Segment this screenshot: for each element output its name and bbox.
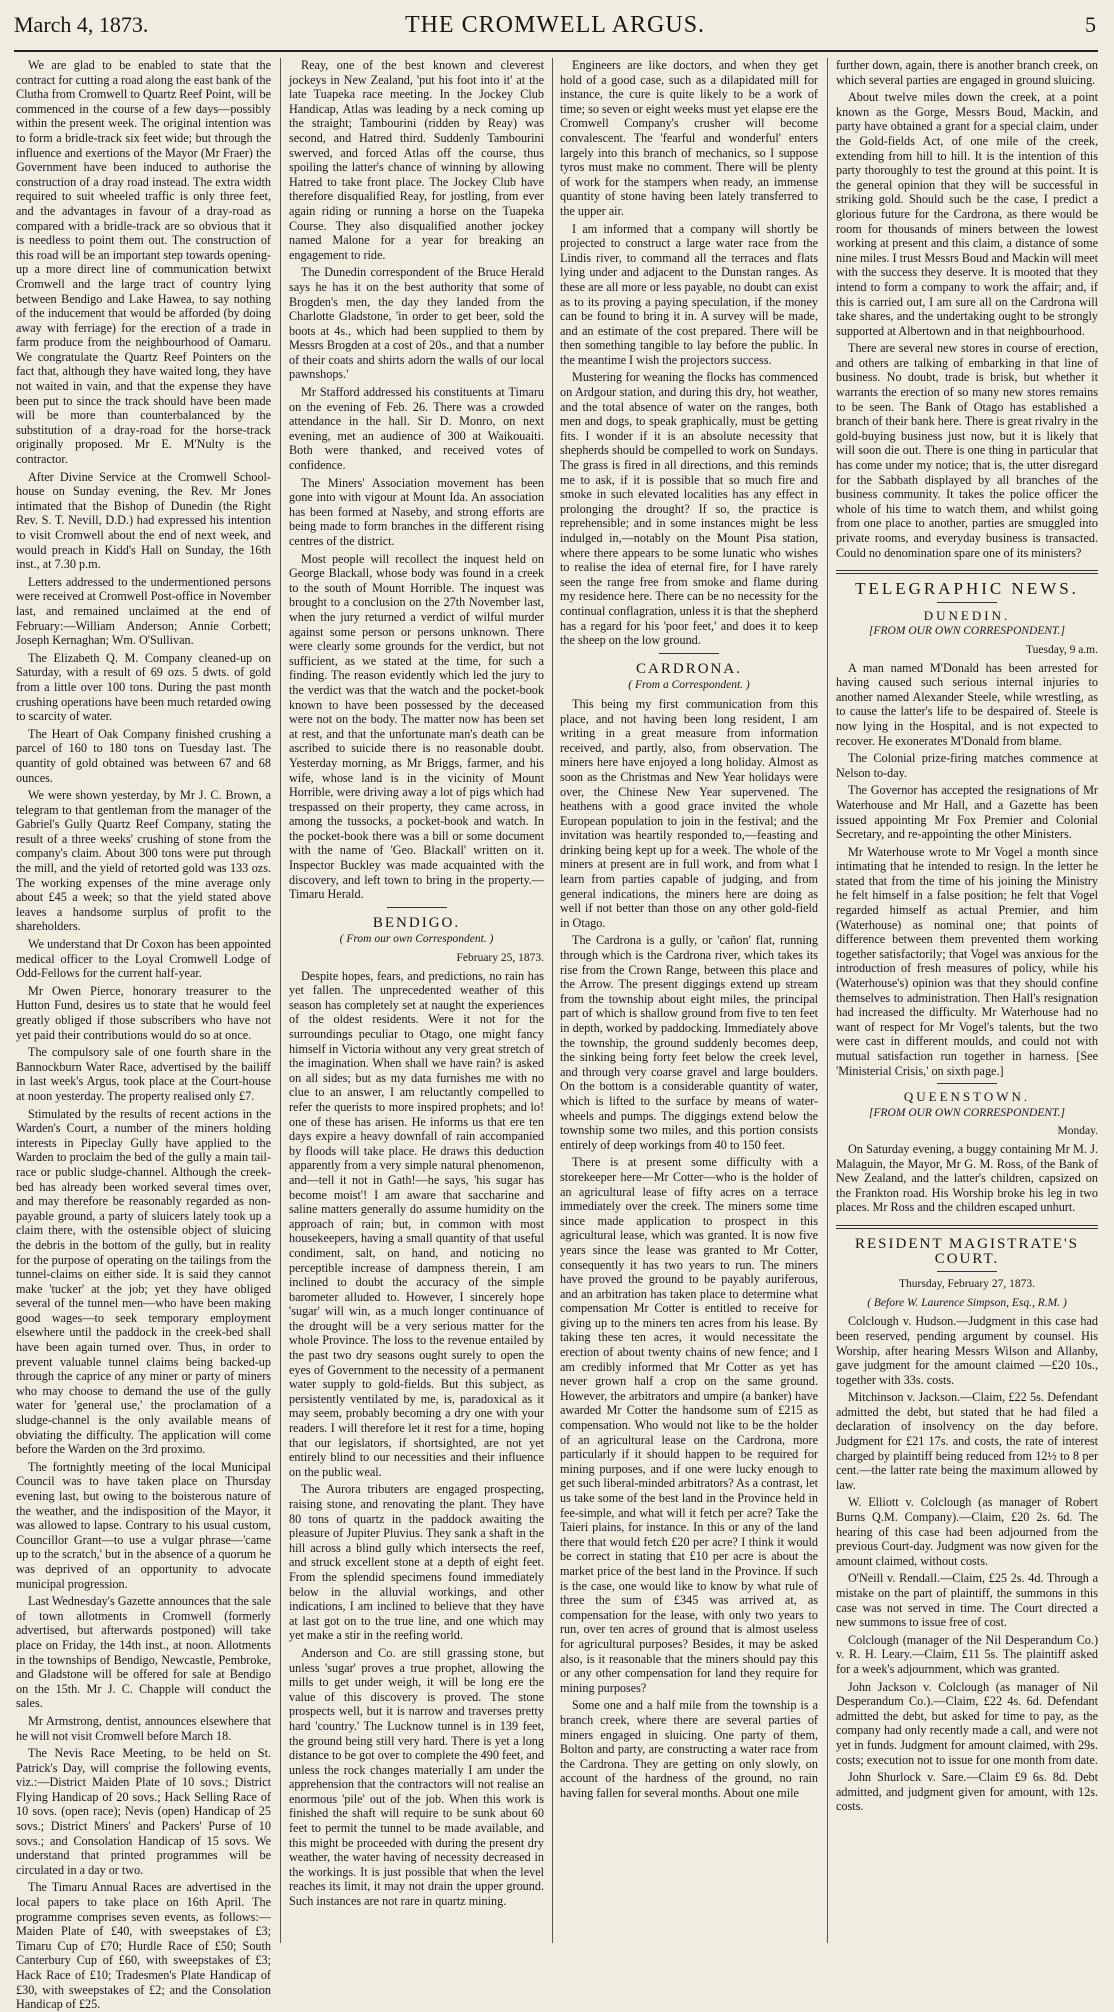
news-paragraph: Engineers are like doctors, and when they get hold of a good case, such as a dilapidated mill for instance, the cure is quite likely to be a work of time; so seven or eight weeks must yet elapse ere the Cromwell Company's crusher will become convalescent. The 'fearful and wonderful' enters largely into this branch of mechanics, so I suppose tyros must make no comment. There will be plenty of work for the stampers when ready, an immense quantity of stone having been lately transferred to the upper air. [560, 58, 818, 218]
newspaper-title: THE CROMWELL ARGUS. [404, 12, 706, 38]
section-divider [836, 1225, 1098, 1229]
section-divider [937, 1083, 997, 1084]
news-paragraph: About twelve miles down the creek, at a point known as the Gorge, Messrs Boud, Mackin, and party have obtained a grant for a special claim, under the Gold-fields Act, of one mile of the creek, extending from hill to hill. It is the intention of this party thoroughly to test the ground at this point. It is the general opinion that they will be successful in striking gold. Should such be the case, I predict a glorious future for the Cardrona, as there would be room for thousands of miners between the lowest working at present and this claim, a distance of some nine miles. I trust Messrs Boud and Mackin will meet with the success they deserve. It is mooted that they intend to form a company to work the affair; and, if this is carried out, I am sure all on the Cardrona will take shares, and the undertaking ought to be strongly supported at Albertown and in that neighbourhood. [836, 90, 1098, 338]
news-paragraph: Mustering for weaning the flocks has commenced on Ardgour station, and during this dry, hot weather, and the total absence of water on the ranges, both men and dogs, to speak graphically, must be getting fits. I wonder if it is an absolute necessity that shepherds should be compelled to work on Sundays. The grass is fired in all directions, and this reminds me to ask, if it is possible that so much fire and smoke in such elevated localities has any effect in prolonging the drought? If so, the practice is reprehensible; and in some instances might be less indulged in,—notably on the Mount Pisa station, where there appears to be some lunatic who wishes to realise the idea of eternal fire, for I have rarely seen the range free from smoke and flame during my residence here. There can be no necessity for the continual conflagration, unless it is that the shepherd has a regard for his 'poor feet,' and does it to keep the sheep on the low ground. [560, 370, 818, 648]
news-paragraph: Some one and a half mile from the township is a branch creek, where there are several parties of miners engaged in sluicing. One party of them, Bolton and party, are constructing a water race from the Cardrona. They are getting on only slowly, on account of the hardness of the ground, no rain having fallen for several months. About one mile [560, 1698, 818, 1800]
news-paragraph: The fortnightly meeting of the local Municipal Council was to have taken place on Thursday evening last, but owing to the boisterous nature of the weather, and the indisposition of the Mayor, it was allowed to lapse. Contrary to his usual custom, Councillor Grant—to use a vulgar phrase—'came up to the scratch,' but in the absence of a quorum he was deprived of an opportunity to advocate municipal progression. [16, 1459, 271, 1591]
news-paragraph: Mr Armstrong, dentist, announces elsewhere that he will not visit Cromwell before March 18. [16, 1713, 271, 1743]
news-paragraph: Most people will recollect the inquest held on George Blackall, whose body was found in a creek to the south of Mount Horrible. The inquest was brought to a conclusion on the 27th November last, when the jury returned a verdict of wilful murder against some person or persons unknown. There were clearly some grounds for the verdict, but not sufficient, as we stated at the time, for such a finding. The reason evidently which led the jury to the verdict was that the watch and the pocket-book known to have been possessed by the deceased were not on the body. The matter now has been set at rest, and that the unfortunate man's death can be ascribed to suicide there is no reasonable doubt. Yesterday morning, as Mr Briggs, farmer, and his wife, whose land is in the vicinity of Mount Horrible, were driving away a lot of pigs which had trespassed on their property, they came across, in among the tussocks, a pocket-book and watch. In the pocket-book there was a bill or some document with the name of 'Geo. Blackall' written on it. Inspector Buckley was made acquainted with the discovery, and left town to bring in the property.—Timaru Herald. [289, 551, 544, 902]
news-paragraph: Reay, one of the best known and cleverest jockeys in New Zealand, 'put his foot into it' at the late Tuapeka race meeting. In the Jockey Club Handicap, Atlas was leading by a neck coming up the straight; Tambourini (ridden by Reay) was second, and Hatred third. Suddenly Tambourini swerved, and forced Atlas off the course, thus spoiling the latter's chance of winning by allowing Hatred to take front place. The Jockey Club have therefore disqualified Reay, for jostling, from ever again riding or running a horse on the Tuapeka Course. They also disqualified another jockey named Malone for a year for breaking an engagement to ride. [289, 58, 544, 262]
section-divider [937, 602, 997, 603]
news-paragraph: The Governor has accepted the resignations of Mr Waterhouse and Mr Hall, and a Gazette has been issued appointing Mr Fox Premier and Colonial Secretary, and re-appointing the other Ministers. [836, 783, 1098, 842]
news-paragraph: Letters addressed to the undermentioned persons were received at Cromwell Post-office in November last, and remained unclaimed at the end of February:—William Anderson; Annie Corbett; Joseph Kernaghan; Wm. O'Sullivan. [16, 574, 271, 648]
issue-date: March 4, 1873. [14, 12, 149, 37]
section-divider [387, 907, 447, 908]
news-paragraph: This being my first communication from this place, and not having been long resident, I am writing in a great measure from information received, and partly, also, from observation. The miners here have enjoyed a long holiday. Almost as soon as the Christmas and New Year holidays were over, the Chinese New Year supervened. The heathens with a good grace invited the whole European population to join in the festival; and the invitation was heartily responded to,—feasting and drinking being kept up for a week. The whole of the miners at present are in full work, and from what I learn from parties capable of judging, and from general indications, the miners here are doing as well if not better than those on any other gold-field in Otago. [560, 696, 818, 930]
news-paragraph: The Cardrona is a gully, or 'cañon' flat, running through which is the Cardrona river, which takes its rise from the Crown Range, between this place and the Arrow. The present diggings extend up stream from the township about eight miles, the principal part of which is shallow ground from five to ten feet in depth, worked by paddocking. Immediately above the township, the ground suddenly becomes deep, the sinking being forty feet below the creek level, and through very coarse gravel and large boulders. On the bottom is a considerable quantity of water, which is lifted to the surface by means of water-wheels and pumps. The diggings extend below the township some two miles, and this portion consists entirely of deep workings from 40 to 150 feet. [560, 933, 818, 1152]
section-byline: [FROM OUR OWN CORRESPONDENT.] [869, 1106, 1065, 1119]
news-paragraph: Last Wednesday's Gazette announces that the sale of town allotments in Cromwell (formerly advertised, but afterwards postponed) will take place on Friday, the 14th inst., at noon. Allotments in the townships of Bendigo, Newcastle, Pembroke, and Gladstone will be offered for sale at Bendigo on the 15th. Mr J. C. Chapple will conduct the sales. [16, 1594, 271, 1711]
news-paragraph: further down, again, there is another branch creek, on which several parties are engaged in ground sluicing. [836, 58, 1098, 87]
court-case: W. Elliott v. Colclough (as manager of Robert Burns Q.M. Company).—Claim, £20 2s. 6d. The hearing of this case had been adjourned from the previous Court-day. Judgment was now given for the amount claimed, without costs. [836, 1495, 1098, 1568]
column-2 [289, 58, 544, 1943]
court-case: John Shurlock v. Sare.—Claim £9 6s. 8d. Debt admitted, and judgment given for amount, with 12s. costs. [836, 1770, 1098, 1814]
page-header [14, 8, 1096, 48]
news-paragraph: There is at present some difficulty with a storekeeper here—Mr Cotter—who is the holder of an agricultural lease of fifty acres on a terrace immediately over the creek. The miners some time since made application to prospect in this agricultural lease, which was granted. It is now five years since the lease was granted to Mr Cotter, consequently it has two years to run. The miners have proved the ground to be payably auriferous, and an arbitration has taken place to determine what compensation Mr Cotter is entitled to receive for giving up to the miners ten acres from his lease. By taking these ten acres, it would necessitate the erection of about twenty chains of new fence; and I am credibly informed that Mr Cotter as yet has never grown half a crop on the same ground. However, the arbitrators and umpire (a banker) have awarded Mr Cotter the handsome sum of £215 as compensation. Who would not like to be the holder of an agricultural lease on the Cardrona, more particularly if it should happen to be required for mining purposes, and if one were lucky enough to get such liberal-minded arbitrators? As a contrast, let us take some of the best land in the Province held in fee-simple, and what will it fetch per acre? Take the Taieri plains, for instance. In this or any of the land there that would fetch £20 per acre? I think it would be correct in stating that £10 per acre is about the market price of the best land in the Province. If such is the case, one would like to know by what rule of three the sum of £345 was arrived at, as compensation for the lease, with only two years to run, over ten acres of ground that is almost useless for agricultural purposes? Besides, it may be asked also, is it reasonable that the miners should pay this or any other compensation for land they require for mining purposes? [560, 1155, 818, 1695]
news-paragraph: Mr Stafford addressed his constituents at Timaru on the evening of Feb. 26. There was a crowded attendance in the hall. Sir D. Monro, on next evening, met an audience of 300 at Waikouaiti. Both were thanked, and received votes of confidence. [289, 385, 544, 473]
section-byline: ( From a Correspondent. ) [628, 679, 750, 692]
news-paragraph: The Timaru Annual Races are advertised in the local papers to take place on 16th April. The programme comprises seven events, as follows:—Maiden Plate of £40, with sweepstakes of £3; Timaru Cup of £70; Hurdle Race of £50; South Canterbury Cup of £60, with sweepstakes of £3; Hack Race of £10; Tradesmen's Plate Handicap of £30, with sweepstakes of £2; and the Consolation Handicap of £25. [16, 1880, 271, 2012]
court-case: Colclough v. Hudson.—Judgment in this case had been reserved, pending argument by counsel. His Worship, after hearing Messrs Wilson and Allanby, gave judgment for the amount claimed —£20 10s., together with 33s. costs. [836, 1314, 1098, 1387]
news-paragraph: Anderson and Co. are still grassing stone, but unless 'sugar' proves a true prophet, allowing the mills to get under weigh, it will be long ere the value of this discovery is proved. The stone prospects well, but it is narrow and traverses pretty hard 'country.' The Lucknow tunnel is in 139 feet, the ground being still very hard. There is yet a long distance to be got over to complete the 490 feet, and unless the rock changes materially I am under the apprehension that the contractors will not realise an enormous 'pile' out of the job. When this work is finished the shaft will require to be sunk about 60 feet to permit the tunnel to be made available, and this might be proceeded with during the present dry weather, the water having of necessity decreased in the workings. It is just possible that when the level reaches its limit, it may not drain the upper ground. Such instances are not rare in quartz mining. [289, 1645, 544, 1909]
news-paragraph: The Miners' Association movement has been gone into with vigour at Mount Ida. An association has been formed at Naseby, and strong efforts are being made to form branches in the different rising centres of the district. [289, 475, 544, 548]
section-divider [836, 570, 1098, 574]
news-paragraph: The Elizabeth Q. M. Company cleaned-up on Saturday, with a result of 69 ozs. 5 dwts. of gold from a little over 100 tons. During the past month crushing operations have been much retarded owing to scarcity of water. [16, 650, 271, 724]
section-byline: ( Before W. Laurence Simpson, Esq., R.M. ) [867, 1296, 1067, 1309]
section-dateline: February 25, 1873. [456, 952, 544, 965]
court-case: John Jackson v. Colclough (as manager of Nil Desperandum Co.).—Claim, £22 4s. 6d. Defendant admitted the debt, but asked for time to pay, as the company had only recently made a call, and were not yet in funds. Judgment for amount claimed, with 29s. costs; execution not to issue for one month from date. [836, 1679, 1098, 1767]
section-dateline: Monday. [1057, 1125, 1098, 1138]
section-title-resident-magistrates-court: RESIDENT MAGISTRATE'S COURT. [854, 1235, 1080, 1267]
section-title-telegraphic-news: TELEGRAPHIC NEWS. [855, 579, 1079, 599]
court-case: Mitchinson v. Jackson.—Claim, £22 5s. Defendant admitted the debt, but stated that he had filed a declaration of insolvency on the day before. Judgment for £21 17s. and costs, the rate of interest charged by plaintiff being reduced from 12½ to 8 per cent.—the latter rate being the maximum allowed by law. [836, 1390, 1098, 1492]
news-paragraph: Stimulated by the results of recent actions in the Warden's Court, a number of the miners holding interests in Pipeclay Gully have applied to the Warden to proclaim the bed of the gully a main tail-race or public sludge-channel. Although the creek-bed has already been worked several times over, and may therefore be reasonably regarded as non-payable ground, a party of sluicers lately took up a claim there, with the ostensible object of sluicing the debris in the bottom of the gully, but in reality for the purpose of operating on the tailings from the tunnel-claims on either side. It is said they cannot make 'tucker' at the job; yet they have obliged several of the tunnel men—who have been making good wages—to seek temporary employment elsewhere until the paddock in the creek-bed shall have been again turned over. Thus, in order to prevent valuable tunnel claims being backed-up through the caprice of any miner or party of miners who may choose to demand the use of the gully water for 'general use,' the proclamation of a sludge-channel is the only available means of obviating the difficulty. The application will come before the Warden on the 3rd proximo. [16, 1106, 271, 1457]
news-paragraph: The compulsory sale of one fourth share in the Bannockburn Water Race, advertised by the bailiff in last week's Argus, took place at the Court-house at noon yesterday. The property realised only £7. [16, 1045, 271, 1103]
section-title-bendigo: BENDIGO. [372, 914, 461, 931]
section-title-dunedin: DUNEDIN. [923, 607, 1011, 623]
column-4 [836, 58, 1098, 1943]
news-paragraph: The Aurora tributers are engaged prospecting, raising stone, and renovating the plant. They have 80 tons of quartz in the paddock awaiting the pleasure of Jupiter Pluvius. They sank a shaft in the hill across a blind gully which intersects the reef, and struck excellent stone at a depth of eight feet. From the splendid specimens found immediately below in the alluvial workings, and other indications, I am inclined to believe that they have at last got on to the true line, and one which may yet make a stir in the reefing world. [289, 1482, 544, 1643]
news-paragraph: Despite hopes, fears, and predictions, no rain has yet fallen. The unprecedented weather of this season has completely set at naught the experiences of the oldest residents. Were it not for the surroundings peculiar to Otago, one might fancy himself in Victoria without any very great stretch of the imagination. When shall we have rain? is asked on all sides; but as my data furnishes me with no clue to an answer, I am reluctantly compelled to refer the querists to more inspired prophets; and lo! one of these has arisen. He informs us that ere ten days expire a heavy downfall of rain accompanied by floods will take place. He draws this deduction apparently from a very simple natural phenomenon, and—tell it not in Gath!—he says, 'his sugar has become moist'! I am aware that saccharine and saline matters generally do assume humidity on the approach of rain; but, in common with most housekeepers, having a small quantity of that useful condiment, salt, on hand, and noticing no perceptible increase of dampness therein, I am inclined to doubt the accuracy of the simple barometer alluded to. However, I sincerely hope 'sugar' will win, as a much longer continuance of the drought will be a very serious matter for the whole Province. The loss to the revenue entailed by the past two dry seasons ought surely to open the eyes of Government to the necessity of a permanent water supply to gold-fields. But this subject, as persistently ventilated by me, is, paradoxical as it may seem, probably becoming a dry one with your readers. I will therefore let it rest for a time, hoping that our legislators, if shortsighted, are not yet entirely blind to our necessities and their influence on the public weal. [289, 968, 544, 1479]
column-rule [827, 58, 828, 1943]
column-3 [560, 58, 818, 1943]
court-case: O'Neill v. Rendall.—Claim, £25 2s. 4d. Through a mistake on the part of plaintiff, the summons in this case was not served in time. The Court directed a new summons to issue free of cost. [836, 1571, 1098, 1630]
news-paragraph: There are several new stores in course of erection, and others are talking of embarking in that line of business. No doubt, trade is brisk, but whether it warrants the erection of so many new stores remains to be seen. The Bank of Otago has established a branch of their bank here. There is great rivalry in the gold-buying business just now, but it is likely that will soon die out. There is one thing in particular that has come under my notice; that is, the utter disregard for the Sabbath displayed by all branches of the business community. It takes the police officer the whole of his time to watch them, and whilst going from one place to another, parties are smuggled into private rooms, and everyday business is transacted. Could no denomination spare one of its ministers? [836, 341, 1098, 560]
page-number: 5 [1085, 12, 1096, 37]
news-paragraph: The Colonial prize-firing matches commence at Nelson to-day. [836, 751, 1098, 780]
news-paragraph: After Divine Service at the Cromwell School-house on Sunday evening, the Rev. Mr Jones intimated that the Bishop of Dunedin (the Right Rev. S. T. Nevill, D.D.) had expressed his intention to visit Cromwell about the end of next week, and would preach in Kidd's Hall on Sunday, the 16th inst., at 7.30 p.m. [16, 469, 271, 572]
news-paragraph: The Dunedin correspondent of the Bruce Herald says he has it on the best authority that some of Brogden's men, the day they landed from the Charlotte Gladstone, 'in order to get beer, sold the boots at 4s., which had been supplied to them by Messrs Brogden at a cost of 20s., and that a number of their coats and shirts adorn the walls of our local pawnshops.' [289, 265, 544, 382]
section-divider [937, 1271, 997, 1272]
news-paragraph: We are glad to be enabled to state that the contract for cutting a road along the east bank of the Clutha from Cromwell to Quartz Reef Point, will be commenced in the course of a few days—possibly within the present week. The original intention was to form a bridle-track six feet wide; but through the influence and exertions of the Mayor (Mr Fraer) the Government have been induced to authorise the construction of a dray road instead. The extra width required to suit wheeled traffic is only three feet, and the advantages in favour of a dray-road as compared with a bridle-track are so obvious that it is needless to point them out. The construction of this road will be an important step towards opening-up a more direct line of communication betwixt Cromwell and the large tract of country lying between Bendigo and Lake Hawea, to say nothing of the inducement that would be afforded (by doing away with ferriage) for the erection of a trade in farm produce from the neighbourhood of Oamaru. We congratulate the Quartz Reef Pointers on the fact that, although they have waited long, they have not waited in vain, and that the expense they have been put to since the track should have been made will be more than counterbalanced by the substitution of a dray-road for the horse-track originally proposed. Mr E. M'Nulty is the contractor. [16, 58, 271, 467]
section-title-queenstown: QUEENSTOWN. [903, 1089, 1031, 1105]
news-paragraph: A man named M'Donald has been arrested for having caused such serious internal injuries to another named Alexander Steele, while wrestling, as to cause the latter's life to be despaired of. Steele is now lying in the Hospital, and is not expected to recover. He exonerates M'Donald from blame. [836, 660, 1098, 748]
news-paragraph: The Heart of Oak Company finished crushing a parcel of 160 to 180 tons on Tuesday last. The quantity of gold obtained was between 67 and 68 ounces. [16, 726, 271, 785]
court-case: Colclough (manager of the Nil Desperandum Co.) v. R. H. Leary.—Claim, £11 5s. The plaintiff asked for a week's adjournment, which was granted. [836, 1632, 1098, 1676]
news-paragraph: Mr Waterhouse wrote to Mr Vogel a month since intimating that he intended to resign. In the letter he stated that from the time of his joining the Ministry he felt himself in a false position; he felt that Vogel regarded himself as actual Premier, and him (Waterhouse) as nominal one; that points of difference between them prevented them working together satisfactorily; that Vogel was anxious for the introduction of fresh measures of policy, while his (Waterhouse's) opinion was that they should confine themselves to administration. Then Hall's resignation had increased the difficulty. Mr Waterhouse had no want of respect for Mr Vogel's talents, but the two were cast in different moulds, and could not with mutual satisfaction run together in harness. [See 'Ministerial Crisis,' on sixth page.] [836, 844, 1098, 1078]
section-title-cardrona: CARDRONA. [636, 660, 742, 677]
news-paragraph: On Saturday evening, a buggy containing Mr M. J. Malaguin, the Mayor, Mr G. M. Ross, of the Bank of New Zealand, and the latter's children, capsized on the Frankton road. His Worship broke his leg in two places. Mr Ross and the children escaped unhurt. [836, 1141, 1098, 1215]
section-divider [659, 653, 719, 654]
section-byline: [FROM OUR OWN CORRESPONDENT.] [869, 625, 1065, 638]
header-rule [14, 50, 1098, 52]
news-paragraph: The Nevis Race Meeting, to be held on St. Patrick's Day, will comprise the following events, viz.:—District Maiden Plate of 10 sovs.; District Flying Handicap of 20 sovs.; Hack Selling Race of 10 sovs. (open race); Nevis (open) Handicap of 25 sovs.; District Miners' and Packers' Purse of 10 sovs.; and Consolation Handicap of 15 sovs. We understand that printed programmes will be circulated in a day or two. [16, 1746, 271, 1877]
column-rule [280, 58, 281, 1943]
column-1 [16, 58, 271, 2012]
section-dateline: Thursday, February 27, 1873. [899, 1278, 1035, 1291]
news-paragraph: I am informed that a company will shortly be projected to construct a large water race from the Lindis river, to command all the terraces and flats lying under and adjacent to the Dunstan ranges. As these are all more or less payable, no doubt can exist as to its proving a paying speculation, if the money can be found to bring it in. A survey will be made, and an estimate of the cost prepared. There will be then something tangible to lay before the public. In the meantime I wish the projectors success. [560, 221, 818, 367]
news-paragraph: We were shown yesterday, by Mr J. C. Brown, a telegram to that gentleman from the manager of the Gabriel's Gully Quartz Reef Company, stating the result of a three weeks' crushing of stone from the company's claim. About 300 tons were put through the mill, and the yield of retorted gold was 133 ozs. The working expenses of the mine average only about £45 a week; so that the yield stated above leaves a handsome surplus of profit to the shareholders. [16, 788, 271, 934]
column-rule [552, 58, 553, 1943]
section-byline: ( From our own Correspondent. ) [339, 933, 494, 946]
section-dateline: Tuesday, 9 a.m. [1026, 643, 1098, 656]
news-paragraph: We understand that Dr Coxon has been appointed medical officer to the Loyal Cromwell Lodge of Odd-Fellows for the current half-year. [16, 937, 271, 981]
news-paragraph: Mr Owen Pierce, honorary treasurer to the Hutton Fund, desires us to state that he would feel greatly obliged if those subscribers who have not yet paid their contributions would do so at once. [16, 983, 271, 1042]
